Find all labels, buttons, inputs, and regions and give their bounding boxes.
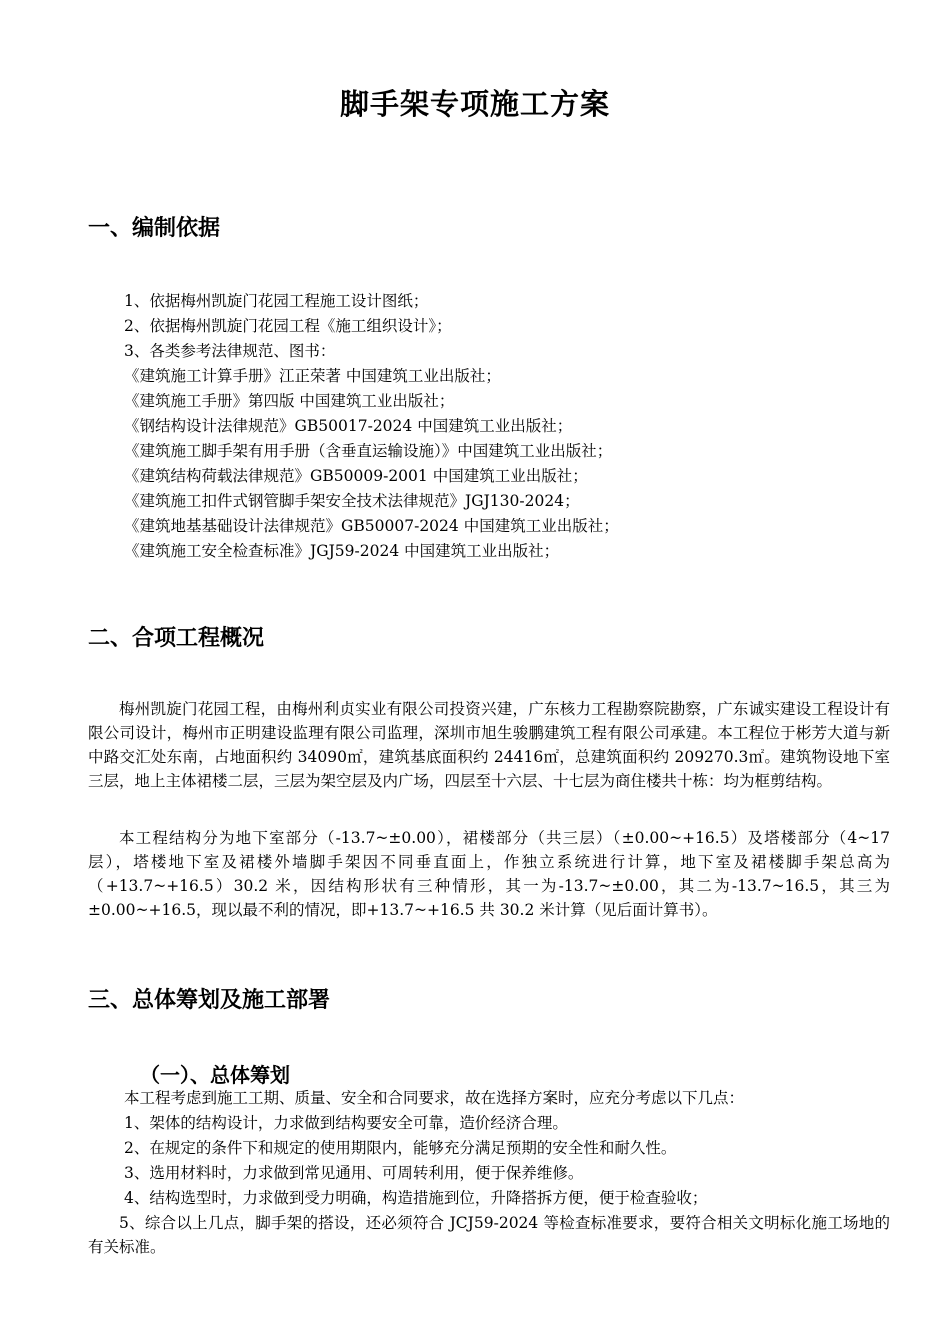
reference-book: 《建筑结构荷载法律规范》GB50009-2001 中国建筑工业出版社； — [124, 467, 588, 485]
document-title: 脚手架专项施工方案 — [339, 87, 610, 121]
section-heading-overview: 二、合项工程概况 — [88, 626, 265, 651]
planning-point: 4、结构选型时，力求做到受力明确，构造措施到位，升降搭拆方便，便于检查验收； — [124, 1189, 708, 1207]
basis-item: 2、依据梅州凯旋门花园工程《施工组织设计》； — [124, 317, 452, 335]
section-heading-planning: 三、总体筹划及施工部署 — [88, 988, 331, 1013]
structure-paragraph: 本工程结构分为地下室部分（-13.7~±0.00），裙楼部分（共三层）（±0.00~+16.5）及塔楼部分（4~17 层），塔楼地下室及裙楼外墙脚手架因不同垂直面上，作独立系统进行计算，地下室及裙楼脚手架总高为（+13.7~+16.5）30.2 米，因结构形状有三种情形，其一为-13.7~±0.00，其二为-13.7~16.5，其三为±0.00~+16.5，现以最不利的情况，即+13.7~+16.5 共 30.2 米计算（见后面计算书）。 — [88, 829, 890, 919]
reference-book: 《建筑施工安全检查标准》JGJ59-2024 中国建筑工业出版社； — [124, 542, 560, 560]
basis-item: 3、各类参考法律规范、图书： — [124, 342, 336, 360]
reference-book: 《钢结构设计法律规范》GB50017-2024 中国建筑工业出版社； — [124, 417, 573, 435]
overview-paragraph: 梅州凯旋门花园工程，由梅州利贞实业有限公司投资兴建，广东核力工程勘察院勘察，广东诚实建设工程设计有限公司设计，梅州市正明建设监理有限公司监理，深圳市旭生骏鹏建筑工程有限公司承建。本工程位于彬芳大道与新中路交汇处东南，占地面积约 34090㎡，建筑基底面积约 24416㎡，总建筑面积约 209270.3㎡。建筑物设地下室三层，地上主体裙楼二层，三层为架空层及内广场，四层至十六层、十七层为商住楼共十栋：均为框剪结构。 — [88, 700, 890, 790]
planning-point: 5、综合以上几点，脚手架的搭设，还必须符合 JCJ59-2024 等检查标准要求，要符合相关文明标化施工场地的有关标准。 — [88, 1214, 890, 1256]
planning-point: 1、架体的结构设计，力求做到结构要安全可靠，造价经济合理。 — [124, 1114, 568, 1132]
reference-book: 《建筑施工计算手册》江正荣著 中国建筑工业出版社； — [124, 367, 501, 385]
reference-book: 《建筑施工手册》第四版 中国建筑工业出版社； — [124, 392, 455, 410]
subsection-heading-overall-planning: （一）、总体筹划 — [140, 1063, 290, 1087]
section-heading-basis: 一、编制依据 — [88, 216, 221, 241]
basis-item: 1、依据梅州凯旋门花园工程施工设计图纸； — [124, 292, 429, 310]
reference-book: 《建筑地基基础设计法律规范》GB50007-2024 中国建筑工业出版社； — [124, 517, 619, 535]
planning-point: 2、在规定的条件下和规定的使用期限内，能够充分满足预期的安全性和耐久性。 — [124, 1139, 677, 1157]
planning-intro: 本工程考虑到施工工期、质量、安全和合同要求，故在选择方案时，应充分考虑以下几点： — [124, 1089, 745, 1107]
reference-book: 《建筑施工脚手架有用手册（含垂直运输设施）》中国建筑工业出版社； — [124, 442, 613, 460]
planning-point: 3、选用材料时，力求做到常见通用、可周转利用，便于保养维修。 — [124, 1164, 584, 1182]
reference-book: 《建筑施工扣件式钢管脚手架安全技术法律规范》JGJ130-2024； — [124, 492, 580, 510]
